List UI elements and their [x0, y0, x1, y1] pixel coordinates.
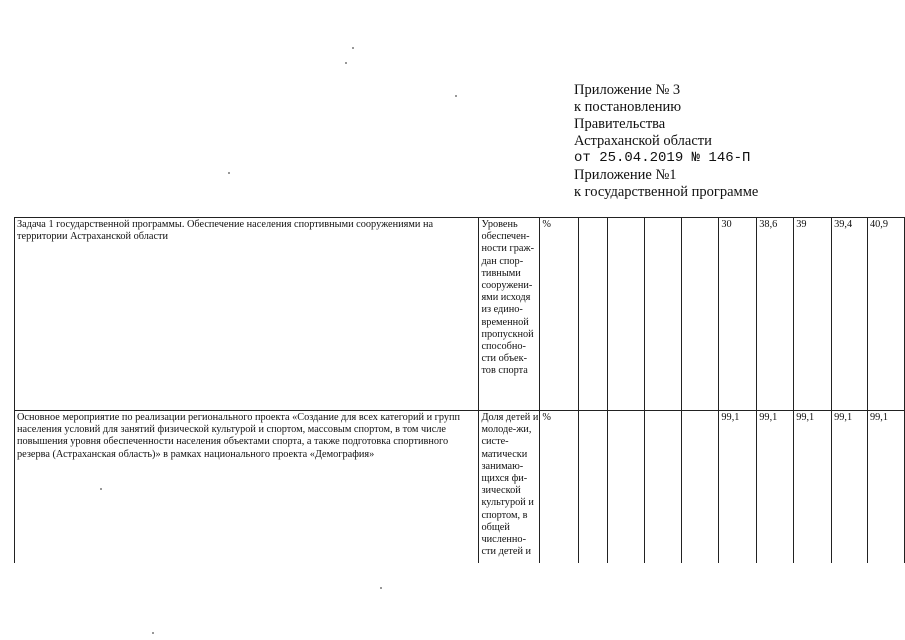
table-row [15, 411, 905, 564]
row-value: 30 [719, 218, 757, 411]
row-empty-cell [681, 411, 719, 564]
row-value: 39 [794, 218, 832, 411]
row-empty-cell [608, 218, 645, 411]
row-unit: % [540, 218, 579, 411]
scan-speck [352, 47, 354, 49]
row-value: 40,9 [867, 218, 904, 411]
scan-speck [345, 62, 347, 64]
appendix-government: Правительства [574, 116, 666, 132]
table-row [15, 218, 905, 411]
appendix-header [574, 82, 758, 201]
appendix-date-number: от 25.04.2019 № 146-П [574, 150, 751, 166]
row-value: 38,6 [757, 218, 794, 411]
row-empty-cell [644, 218, 681, 411]
row-description: Задача 1 государственной программы. Обеспечение населения спортивными сооружениями на территории Астраханской области [15, 218, 479, 411]
row-unit: % [540, 411, 579, 564]
row-value: 99,1 [794, 411, 832, 564]
scan-speck [152, 632, 154, 634]
appendix-region: Астраханской области [574, 133, 712, 149]
row-description: Основное мероприятие по реализации регионального проекта «Создание для всех категорий и групп населения условий для занятий физической культурой и спортом, массовым спортом, в том числе повышения уровня обеспеченности населения объектами спорта, а также подготовка спортивного резерва (Астраханская область)» в рамках национального проекта «Демография» [15, 411, 479, 564]
appendix-number: Приложение № 3 [574, 82, 681, 98]
row-indicator: Доля детей и молоде-жи, систе-матически занимаю-щихся фи-зической культурой и спортом, в общей численно-сти детей и [479, 411, 540, 564]
row-empty-cell [608, 411, 645, 564]
scan-speck [380, 587, 382, 589]
row-value: 99,1 [757, 411, 794, 564]
scan-speck [455, 95, 457, 97]
row-indicator: Уровень обеспечен-ности граж-дан спор-тивными сооружени-ями исходя из едино-временной пропускной способно-сти объек-тов спорта [479, 218, 540, 411]
scan-speck [228, 172, 230, 174]
appendix-resolution-ref: к постановлению [574, 99, 682, 115]
row-value: 99,1 [719, 411, 757, 564]
row-empty-cell [579, 411, 608, 564]
row-empty-cell [579, 218, 608, 411]
row-empty-cell [681, 218, 719, 411]
row-value: 39,4 [832, 218, 868, 411]
appendix-sub-number: Приложение №1 [574, 167, 677, 183]
indicators-table [14, 217, 905, 563]
row-value: 99,1 [867, 411, 904, 564]
row-value: 99,1 [832, 411, 868, 564]
row-empty-cell [644, 411, 681, 564]
appendix-program-ref: к государственной программе [574, 184, 759, 200]
